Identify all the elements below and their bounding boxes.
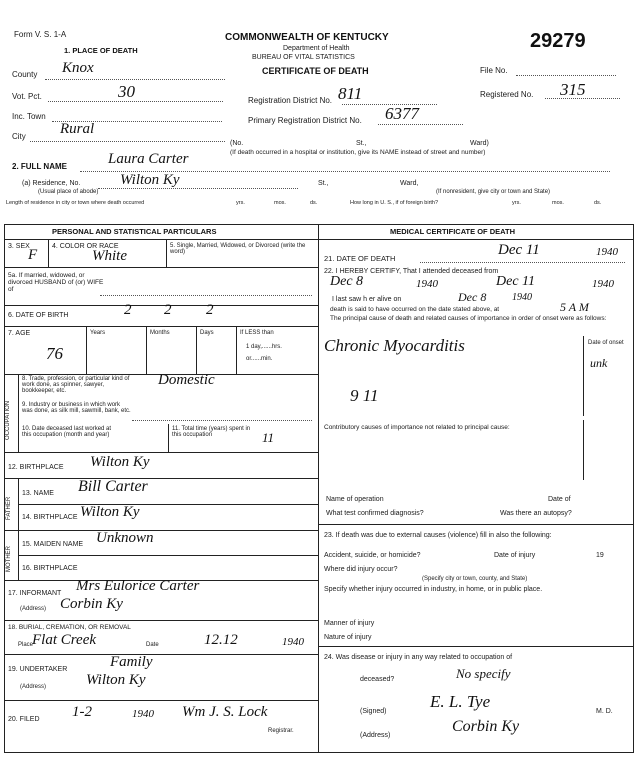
registrar-label: Registrar. [268, 728, 294, 734]
nonresident-note: (If nonresident, give city or town and State) [436, 189, 551, 195]
death-time: 5 A M [560, 300, 589, 314]
one-day-label: 1 day,......hrs. [246, 344, 282, 350]
occ11-value: 11 [262, 430, 275, 445]
yrs2-label: yrs. [512, 200, 521, 206]
residence-label: (a) Residence, No. [22, 180, 81, 187]
external-label: 23. If death was due to external causes (violence) fill in also the following: [324, 532, 552, 539]
undertaker-addr-value: Wilton Ky [86, 672, 146, 688]
registered-no: 315 [560, 80, 586, 99]
burial-date-value: 12.12 [204, 632, 238, 648]
father-name-value: Bill Carter [78, 478, 148, 495]
attended-to: Dec 11 [496, 274, 535, 289]
yrs-label: yrs. [236, 200, 245, 206]
date-death-label: 21. DATE OF DEATH [324, 254, 396, 263]
residence-ward-label: Ward, [400, 180, 419, 187]
bureau: BUREAU OF VITAL STATISTICS [252, 54, 355, 61]
signed-label: (Signed) [360, 708, 387, 715]
date-injury-year: 19 [596, 552, 604, 559]
date-injury-label: Date of injury [494, 552, 536, 559]
how-long-label: How long in U. S., if of foreign birth? [350, 200, 439, 206]
father-name-label: 13. NAME [22, 490, 54, 497]
primary-registration-label: Primary Registration District No. [248, 116, 362, 125]
residence-st-label: St., [318, 180, 329, 187]
cause-value: Chronic Myocarditis [324, 336, 465, 355]
attended-to-year: 1940 [592, 278, 614, 290]
registrar-signature: Wm J. S. Lock [182, 704, 268, 720]
mother-name-value: Unknown [96, 530, 154, 546]
father-bp-value: Wilton Ky [80, 504, 140, 520]
color-value: White [92, 248, 127, 264]
county-value: Knox [62, 60, 94, 76]
age-value: 76 [46, 344, 63, 363]
date-of-onset-label: Date of onset [588, 340, 624, 346]
sex-label: 3. SEX [8, 243, 30, 250]
last-saw-date: Dec 8 [458, 290, 487, 304]
residence-value: Wilton Ky [120, 172, 180, 188]
informant-value: Mrs Eulorice Carter [76, 578, 200, 594]
dob-month: 2 [124, 302, 132, 318]
occ10-label: 10. Date deceased last worked at this occupation (month and year) [22, 426, 112, 438]
informant-label: 17. INFORMANT [8, 590, 62, 597]
vot-pct-label: Vot. Pct. [12, 92, 42, 101]
vot-pct-value: 30 [118, 82, 135, 101]
registered-no-label: Registered No. [480, 90, 534, 99]
where-label: Where did injury occur? [324, 566, 398, 573]
form-label: Form V. S. 1-A [14, 30, 67, 39]
dob-year: 2 [206, 302, 214, 318]
burial-label: 18. BURIAL, CREMATION, OR REMOVAL [8, 624, 131, 631]
birthplace-value: Wilton Ky [90, 454, 150, 470]
birthplace-label: 12. BIRTHPLACE [8, 464, 64, 471]
filed-year: 1940 [132, 708, 154, 720]
color-label: 4. COLOR OR RACE [52, 243, 119, 250]
last-saw-year: 1940 [512, 292, 532, 303]
age-label: 7. AGE [8, 330, 31, 337]
department: Department of Health [283, 45, 350, 52]
father-side-label: FATHER [6, 496, 12, 520]
undertaker-value: Family [110, 654, 153, 670]
years-label: Years [90, 330, 106, 336]
hospital-note: (If death occurred in a hospital or institution, give its NAME instead of street and number) [230, 149, 486, 156]
city-label: City [12, 132, 26, 141]
certify-label: 22. I HEREBY CERTIFY, That I attended deceased from [324, 268, 499, 275]
sex-value: F [28, 247, 38, 263]
certificate-title: CERTIFICATE OF DEATH [262, 66, 369, 76]
full-name-value: Laura Carter [108, 151, 189, 167]
accident-label: Accident, suicide, or homicide? [324, 552, 421, 559]
burial-place-label: Place [18, 642, 34, 648]
informant-addr-label: (Address) [20, 606, 47, 612]
registration-district-label: Registration District No. [248, 96, 333, 105]
if-less-label: If LESS than [240, 330, 274, 336]
address-label: (Address) [360, 732, 391, 739]
primary-registration-value: 6377 [385, 104, 419, 123]
cause-note: 9 11 [350, 386, 379, 405]
deceased-label: deceased? [360, 676, 395, 683]
spouse-label: 5a. If married, widowed, or divorced HUSBAND of (or) WIFE of [8, 272, 104, 293]
burial-place-value: Flat Creek [32, 632, 97, 648]
burial-date-label: Date [146, 642, 159, 648]
where-note: (Specify city or town, county, and State) [422, 576, 528, 582]
full-name-label: 2. FULL NAME [12, 162, 67, 171]
signed-value: E. L. Tye [430, 692, 491, 711]
mos-label: mos. [274, 200, 286, 206]
burial-year: 1940 [282, 636, 304, 648]
operation-date-label: Date of [548, 496, 571, 503]
undertaker-addr-label: (Address) [20, 684, 47, 690]
city-value: Rural [60, 121, 95, 137]
death-at-label: death is said to have occurred on the date stated above, at [330, 306, 500, 313]
deceased-value: No specify [456, 666, 511, 681]
county-label: County [12, 70, 38, 79]
filed-label: 20. FILED [8, 716, 40, 723]
occupation-value: Domestic [158, 372, 215, 388]
contributory-label: Contributory causes of importance not related to principal cause: [324, 424, 510, 431]
undertaker-label: 19. UNDERTAKER [8, 666, 68, 673]
inc-town-label: Inc. Town [12, 112, 46, 121]
mos2-label: mos. [552, 200, 564, 206]
ward-label: Ward) [470, 140, 489, 147]
attended-from-year: 1940 [416, 278, 438, 290]
mother-side-label: MOTHER [6, 546, 12, 572]
length-residence-label: Length of residence in city or town where death occurred [6, 200, 145, 206]
filed-date: 1-2 [72, 704, 92, 720]
specify-label: Specify whether injury occurred in industry, in home, or in public place. [324, 586, 543, 593]
or-min-label: or......min. [246, 356, 273, 362]
autopsy-label: Was there an autopsy? [500, 510, 572, 517]
occ9-label: 9. Industry or business in which work was done, as silk mill, sawmill, bank, etc. [22, 402, 131, 414]
occ11-label: 11. Total time (years) spent in this occupation [172, 426, 251, 438]
attended-from: Dec 8 [330, 274, 364, 289]
onset-value: unk [590, 356, 608, 370]
address-value: Corbin Ky [452, 718, 520, 735]
ds2-label: ds. [594, 200, 602, 206]
date-death-value: Dec 11 [498, 242, 540, 258]
no-label: (No. [230, 140, 244, 147]
place-of-death-heading: 1. PLACE OF DEATH [64, 46, 138, 55]
manner-label: Manner of injury [324, 620, 375, 627]
dob-label: 6. DATE OF BIRTH [8, 312, 69, 319]
informant-addr-value: Corbin Ky [60, 596, 123, 612]
principal-cause-label: The principal cause of death and related causes of importance in order of onset were as follows: [330, 315, 607, 322]
nature-label: Nature of injury [324, 634, 372, 641]
date-death-year: 1940 [596, 246, 618, 258]
medical-heading: MEDICAL CERTIFICATE OF DEATH [390, 227, 515, 236]
certificate-number: 29279 [530, 30, 586, 52]
ds-label: ds. [310, 200, 318, 206]
md-label: M. D. [596, 708, 613, 715]
last-saw-line: I last saw h er alive on [332, 296, 402, 303]
diagnosis-label: What test confirmed diagnosis? [326, 510, 424, 517]
st-label: St., [356, 140, 367, 147]
file-no-label: File No. [480, 66, 508, 75]
occupation-side-label: OCCUPATION [5, 400, 11, 440]
marital-label: 5. Single, Married, Widowed, or Divorced (write the word) [170, 243, 306, 255]
commonwealth-title: COMMONWEALTH OF KENTUCKY [225, 32, 389, 43]
occ8-label: 8. Trade, profession, or particular kind of work done, as spinner, sawyer, bookkeeper, etc. [22, 376, 130, 394]
mother-name-label: 15. MAIDEN NAME [22, 541, 84, 548]
disease-label: 24. Was disease or injury in any way related to occupation of [324, 654, 513, 661]
months-label: Months [150, 330, 170, 336]
dob-day: 2 [164, 302, 172, 318]
registration-district-value: 811 [338, 84, 363, 103]
operation-label: Name of operation [326, 496, 384, 503]
father-bp-label: 14. BIRTHPLACE [22, 514, 78, 521]
personal-heading: PERSONAL AND STATISTICAL PARTICULARS [52, 227, 217, 236]
mother-bp-label: 16. BIRTHPLACE [22, 565, 78, 572]
residence-sub: (Usual place of abode) [38, 189, 99, 195]
days-label: Days [200, 330, 214, 336]
